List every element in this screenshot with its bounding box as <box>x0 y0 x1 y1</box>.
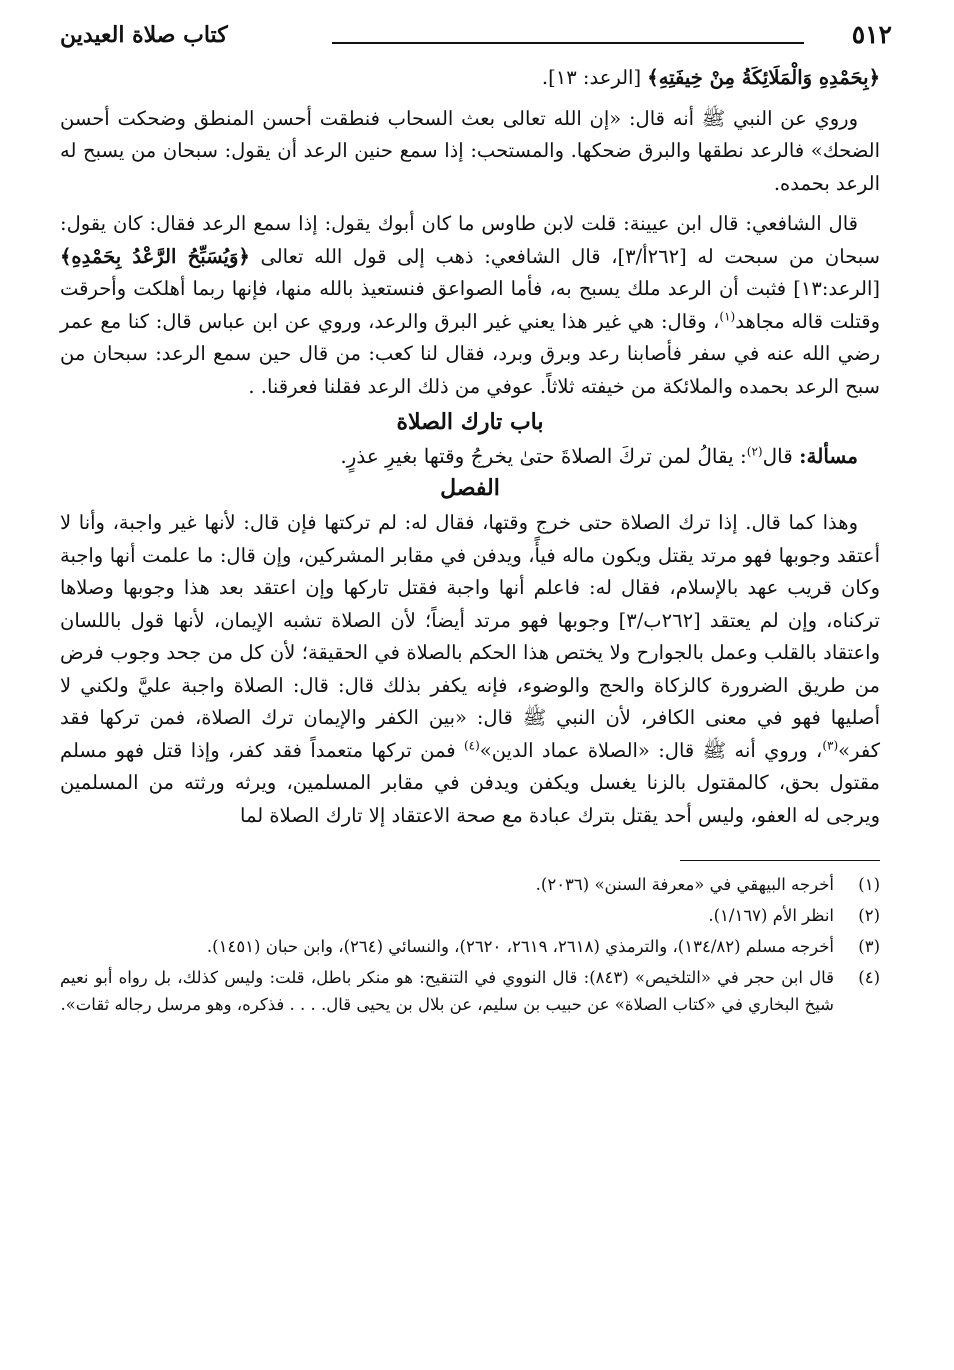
chapter-title: باب تارك الصلاة <box>396 409 544 435</box>
paragraph-4-part-c: فمن تركها متعمداً فقد كفر، وإذا قتل فهو مسلم مقتول بحق، كالمقتول بالزنا يغسل ويكفن ويدفن في مقابر المسلمين، ويرثه ورثته من المسلمين ويرجى له العفو، وليس أحد يقتل بترك عبادة مع صحة الاعتقاد إلا تارك الصلاة لما <box>60 738 880 827</box>
page-number: ٥١٢ <box>851 20 892 49</box>
footnote-number: (١) <box>858 875 880 894</box>
footnote-text: أخرجه مسلم (١٣٤/٨٢)، والترمذي (٢٦١٨، ٢٦١٩، ٢٦٢٠)، والنسائي (٢٦٤)، وابن حبان (١٤٥١). <box>206 937 834 956</box>
running-title: كتاب صلاة العيدين <box>60 22 228 48</box>
paragraph-2: وروي عن النبي ﷺ أنه قال: «إن الله تعالى بعث السحاب فنطقت أحسن المنطق وضحكت أحسن الضحك» فالرعد نطقها والبرق ضحكها. والمستحب: إذا سمع حنين الرعد أن يقول: سبحان من يسبح له الرعد بحمده. <box>60 106 880 195</box>
paragraph-4 <box>60 507 880 832</box>
paragraph-3-part-a: قال الشافعي: قال ابن عيينة: قلت لابن طاوس ما كان أبوك يقول: إذا سمع الرعد فقال: كان يقول: سبحان من سبحت له [٢٦٢أ/٣]، قال الشافعي: ذهب إلى قول الله تعالى <box>60 212 881 268</box>
paragraph-3 <box>60 208 880 403</box>
footnote-number: (٢) <box>858 906 880 925</box>
quran-verse-2: ﴿وَيُسَبِّحُ الرَّعْدُ بِحَمْدِهِ﴾ <box>60 244 250 268</box>
footnote-number: (٣) <box>858 937 880 956</box>
header-rule <box>332 42 804 44</box>
footnote-separator <box>680 860 880 861</box>
paragraph-3-part-b: [الرعد:١٣] فثبت أن الرعد ملك يسبح به، فأما الصواعق فنستعيذ بالله منها، فإنها ربما أهلكت وأحرقت وقتلت قاله مجاهد <box>60 277 880 333</box>
footnote-text: قال ابن حجر في «التلخيص» (٨٤٣): قال النووي في التنقيح: هو منكر باطل، قلت: وليس كذلك، بل رواه أبو نعيم شيخ البخاري في «كتاب الصلاة» عن حبيب بن سليم، عن بلال بن يحيى قال. . . . فذكره، وهو مرسل رجاله ثقات». <box>60 968 835 1014</box>
footnote-text: انظر الأم (١/١٦٧). <box>708 906 834 925</box>
issue-statement <box>60 439 880 473</box>
paragraph-4-part-a: وهذا كما قال. إذا ترك الصلاة حتى خرج وقتها، فقال له: لم تركتها فإن قال: لأنها غير واجبة، وأنا لا أعتقد وجوبها فهو مرتد يقتل ويكون ماله فيأً، ويدفن في مقابر المشركين، وإن قال: ما علمت أنها واجبة وكان قريب عهد بالإسلام، فقال له: فاعلم أنها واجبة فقتل تاركها وإن اعتقد بعد هذا وجوبها وصلاها تركناه، وإن لم يعتقد [٢٦٢ب/٣] وجوبها فهو مرتد أيضاً؛ لأن الصلاة تشبه الإيمان، لأنها قول باللسان واعتقاد بالقلب وعمل بالجوارح ولا يختص هذا الحكم بالصلاة في الحقيقة؛ لأن كل من جحد وجوب فرض من طريق الضرورة كالزكاة والحج والوضوء، فإنه يكفر بذلك قال: قال: الصلاة واجبة عليَّ ولكني لا أصليها فهو في معنى الكافر، لأن النبي ﷺ قال: «بين الكفر والإيمان ترك الصلاة، فمن تركها فقد كفر» <box>60 511 880 762</box>
paragraph-1 <box>60 62 880 95</box>
running-header <box>60 18 892 62</box>
footnote-item <box>60 902 880 929</box>
issue-text-b: : يقالُ لمن تركَ الصلاةَ حتىٰ يخرجُ وقتها بغيرِ عذرٍ. <box>340 444 747 468</box>
book-page <box>60 18 892 1022</box>
footnotes <box>60 871 880 1018</box>
footnote-number: (٤) <box>858 968 880 987</box>
issue-label: مسألة: <box>799 444 858 468</box>
verse-reference: [الرعد: ١٣]. <box>541 66 642 89</box>
footnote-item <box>60 964 880 1018</box>
issue-text-a: قال <box>762 444 793 468</box>
footnote-item <box>60 871 880 898</box>
footnote-ref-1[interactable]: (١) <box>719 309 736 323</box>
section-title: الفصل <box>440 475 500 501</box>
paragraph-3-part-c: ، وقال: هي غير هذا يعني غير البرق والرعد، وروي عن ابن عباس قال: كنا مع عمر رضي الله عنه في سفر فأصابنا رعد وبرق وبرد، فقال لنا كعب: من قال حين سمع الرعد: سبحان من سبح الرعد بحمده والملائكة من خيفته ثلاثاً. عوفي من ذلك الرعد فقلنا فعرقنا. . <box>60 309 880 398</box>
footnote-text: أخرجه البيهقي في «معرفة السنن» (٢٠٣٦). <box>535 875 834 894</box>
paragraph-4-part-b: ، وروي أنه ﷺ قال: «الصلاة عماد الدين» <box>479 738 823 762</box>
footnote-ref-2[interactable]: (٢) <box>746 444 763 459</box>
footnote-ref-3[interactable]: (٣) <box>822 738 839 752</box>
footnote-ref-4[interactable]: (٤) <box>463 738 480 752</box>
footnote-item <box>60 933 880 960</box>
quran-verse: ﴿بِحَمْدِهِ وَالْمَلَائِكَةُ مِنْ خِيفَتِهِ﴾ <box>647 66 880 89</box>
